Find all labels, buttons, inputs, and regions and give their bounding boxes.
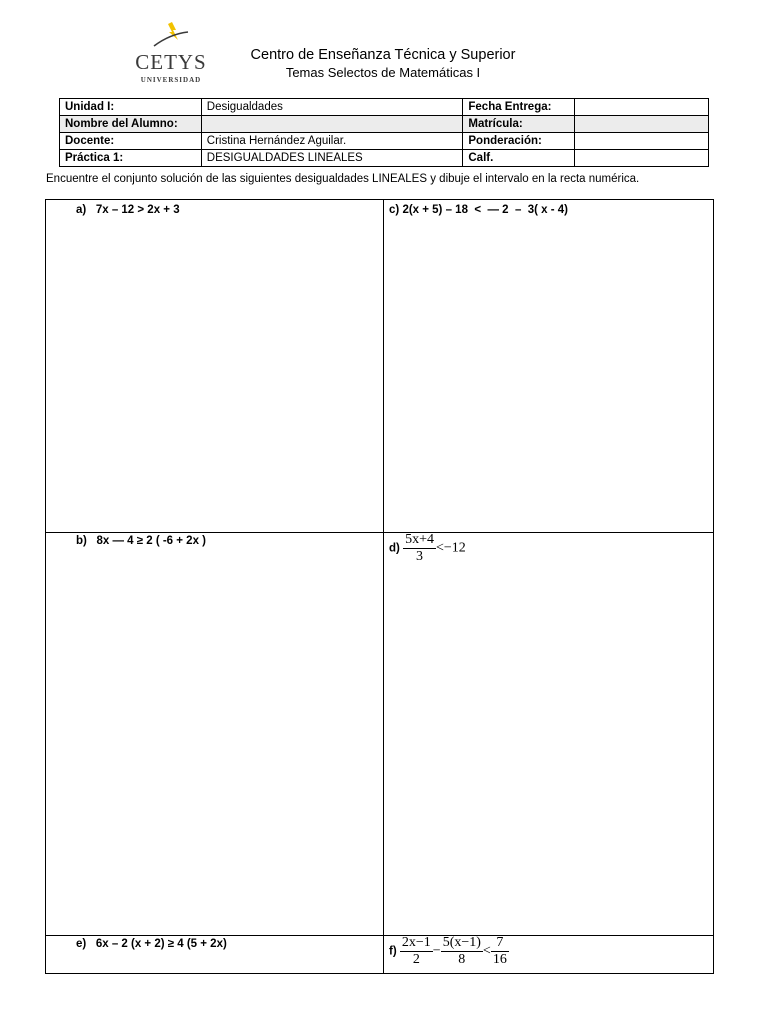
exercise-f-numerator-1: 2x−1 [401,935,431,950]
exercise-d-fraction [403,532,436,565]
practice-label: Práctica 1: [60,150,202,167]
exercise-f-less-than: < [482,943,491,959]
school-title: Centro de Enseñanza Técnica y Superior [250,47,516,63]
info-row-unit [60,99,709,116]
weighting-label: Ponderación: [463,133,575,150]
exercise-f-fraction-3 [491,935,509,968]
exercise-d [389,532,466,565]
exercise-f-numerator-2: 5(x−1) [442,935,481,950]
grid-divider-row-2 [46,935,713,936]
student-name-field[interactable] [201,116,463,133]
unit-value: Desigualdades [201,99,463,116]
exercise-d-numerator: 5x+4 [405,532,434,547]
exercise-grid [45,199,714,974]
cetys-logo [130,20,212,88]
exercise-a-label: a) [76,204,87,216]
grid-divider-row-1 [46,532,713,533]
exercise-f [389,935,509,968]
exercise-f-fraction-2 [441,935,483,968]
exercise-d-relation: <−12 [435,540,466,556]
info-row-practice [60,150,709,167]
flame-icon [152,20,192,50]
due-date-label: Fecha Entrega: [463,99,575,116]
exercise-f-label: f) [389,945,397,958]
exercise-e-label: e) [76,938,87,950]
exercise-a [76,204,180,216]
unit-label: Unidad I: [60,99,202,116]
instructions-text: Encuentre el conjunto solución de las siguientes desigualdades LINEALES y dibuje el intervalo en la recta numérica. [46,173,640,185]
exercise-e-inequality: 6x – 2 (x + 2) ≥ 4 (5 + 2x) [95,938,227,950]
exercise-b-inequality: 8x — 4 ≥ 2 ( -6 + 2x ) [96,535,206,547]
teacher-value: Cristina Hernández Aguilar. [201,133,463,150]
exercise-e [76,938,227,950]
exercise-d-denominator: 3 [416,549,424,564]
grade-label: Calf. [463,150,575,167]
grid-divider-vertical [383,200,384,973]
exercise-c [389,204,568,216]
exercise-f-denominator-3: 16 [492,952,507,967]
course-title: Temas Selectos de Matemáticas I [285,65,481,80]
logo-subtitle: UNIVERSIDAD [140,76,202,84]
teacher-label: Docente: [60,133,202,150]
enrollment-label: Matrícula: [463,116,575,133]
exercise-a-inequality: 7x – 12 > 2x + 3 [95,204,180,216]
exercise-b-label: b) [76,535,87,547]
info-row-student [60,116,709,133]
info-row-teacher [60,133,709,150]
student-name-label: Nombre del Alumno: [60,116,202,133]
grade-field[interactable] [575,150,709,167]
exercise-f-minus: − [432,943,441,959]
exercise-f-numerator-3: 7 [491,935,509,952]
exercise-c-inequality: 2(x + 5) – 18 < — 2 – 3( x - 4) [402,204,568,216]
enrollment-field[interactable] [575,116,709,133]
due-date-field[interactable] [575,99,709,116]
exercise-d-label: d) [389,542,400,555]
exercise-b [76,535,206,547]
exercise-f-denominator-1: 2 [412,952,420,967]
student-info-table [59,98,709,167]
exercise-f-denominator-2: 8 [458,952,466,967]
exercise-f-fraction-1 [400,935,433,968]
logo-wordmark: CETYS [135,50,207,74]
practice-value: DESIGUALDADES LINEALES [201,150,463,167]
exercise-c-label: c) [389,204,400,216]
weighting-field[interactable] [575,133,709,150]
